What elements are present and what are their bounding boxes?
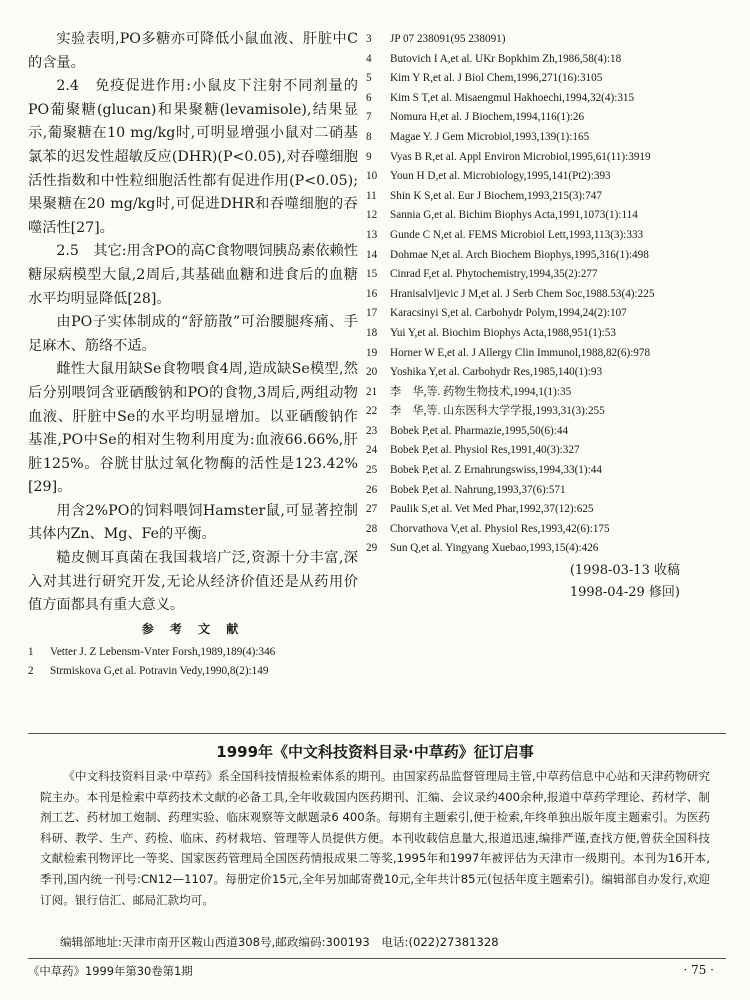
- reference-text: Butovich I A,et al. UKr Bopkhim Zh,1986,58(4):18: [390, 52, 622, 65]
- reference-text: Sun Q,et al. Yingyang Xuebao,1993,15(4):426: [390, 542, 599, 555]
- reference-number: 27: [366, 503, 378, 516]
- reference-item: [28, 643, 358, 663]
- reference-item: [366, 304, 726, 324]
- reference-number: 24: [366, 444, 378, 457]
- reference-item: [366, 50, 726, 70]
- reference-text: Vetter J. Z Lebensm-Vnter Forsh,1989,189(4):346: [50, 645, 276, 658]
- reference-number: 13: [366, 228, 378, 241]
- reference-number: 21: [366, 385, 378, 398]
- reference-number: 20: [366, 366, 378, 379]
- reference-item: [366, 363, 726, 383]
- reference-number: 3: [366, 33, 372, 45]
- reference-number: 22: [366, 405, 378, 418]
- reference-number: 6: [366, 91, 372, 104]
- reference-number: 7: [366, 111, 372, 124]
- reference-number: 16: [366, 287, 378, 300]
- reference-number: 10: [366, 170, 378, 183]
- reference-number: 15: [366, 268, 378, 281]
- reference-item: [366, 69, 726, 89]
- reference-number: 17: [366, 307, 378, 320]
- reference-item: [366, 461, 726, 481]
- page-number: · 75 ·: [683, 963, 714, 977]
- reference-item: [366, 226, 726, 246]
- reference-text: Hranisalvljevic J M,et al. J Serb Chem Soc,1988.53(4):225: [390, 287, 655, 300]
- reference-text: 李 华,等. 药物生物技术,1994,1(1):35: [390, 385, 572, 398]
- reference-item: [28, 662, 358, 682]
- reference-text: Sannia G,et al. Bichim Biophys Acta,1991,1073(1):114: [390, 209, 638, 222]
- reference-text: Bobek P,et al. Pharmazie,1995,50(6):44: [390, 424, 569, 437]
- reference-item: [366, 128, 726, 148]
- reference-number: 9: [366, 150, 372, 163]
- reference-number: 23: [366, 424, 378, 437]
- reference-text: Yoshika Y,et al. Carbohydr Res,1985,140(1):93: [390, 366, 603, 379]
- reference-text: Chorvathova V,et al. Physiol Res,1993,42(6):175: [390, 522, 610, 535]
- reference-number: 26: [366, 483, 378, 496]
- reference-text: Bobek P,et al. Z Ernahrungswiss,1994,33(1):44: [390, 464, 602, 477]
- reference-text: Shin K S,et al. Eur J Biochem,1993,215(3):747: [390, 189, 602, 202]
- reference-number: 19: [366, 346, 378, 359]
- reference-item: [366, 481, 726, 501]
- received-date: (1998-03-13 收稿: [569, 563, 680, 579]
- reference-number: 5: [366, 72, 372, 85]
- reference-item: [366, 89, 726, 109]
- body-paragraph: 2.5 其它:用含PO的高C食物喂饲胰岛素依赖性糖尿病模型大鼠,2周后,其基础血糖和进食后的血糖水平均明显降低[28]。: [28, 243, 358, 307]
- reference-text: Karacsinyi S,et al. Carbohydr Polym,1994,24(2):107: [390, 307, 627, 320]
- reference-item: [366, 324, 726, 344]
- reference-text: JP 07 238091(95 238091): [390, 33, 506, 45]
- reference-item: [366, 167, 726, 187]
- reference-text: Bobek P,et al. Nahrung,1993,37(6):571: [390, 483, 566, 496]
- reference-item: [366, 422, 726, 442]
- reference-item: [366, 206, 726, 226]
- reference-number: 1: [28, 645, 34, 658]
- reference-number: 28: [366, 522, 378, 535]
- reference-number: 11: [366, 189, 377, 202]
- reference-text: Strmiskova G,et al. Potravin Vedy,1990,8(2):149: [50, 665, 269, 678]
- reference-item: [366, 441, 726, 461]
- journal-footer: 《中草药》1999年第30卷第1期: [28, 964, 193, 978]
- reference-number: 18: [366, 326, 378, 339]
- reference-number: 12: [366, 209, 378, 222]
- reference-text: Gunde C N,et al. FEMS Microbiol Lett,1993,113(3):333: [390, 228, 644, 241]
- body-paragraph: 实验表明,PO多糖亦可降低小鼠血液、肝脏中C的含量。: [28, 31, 358, 71]
- reference-text: Yui Y,et al. Biochim Biophys Acta,1988,951(1):53: [390, 326, 616, 339]
- reference-text: Vyas B R,et al. Appl Environ Microbiol,1995,61(11):3919: [390, 150, 651, 163]
- reference-item: [366, 30, 726, 50]
- body-paragraph: 由PO子实体制成的“舒筋散”可治腰腿疼痛、手足麻木、筋络不适。: [28, 314, 358, 354]
- reference-item: [366, 246, 726, 266]
- revised-date: 1998-04-29 修回): [569, 585, 680, 601]
- reference-item: [366, 285, 726, 305]
- reference-text: Magae Y. J Gem Microbiol,1993,139(1):165: [390, 130, 590, 143]
- notice-title: 1999年《中文科技资料目录·中草药》征订启事: [216, 743, 534, 761]
- body-paragraph: 用含2%PO的饲料喂饲Hamster鼠,可显著控制其体内Zn、Mg、Fe的平衡。: [28, 502, 358, 543]
- reference-number: 25: [366, 464, 378, 477]
- reference-item: [366, 344, 726, 364]
- reference-text: Dohmae N,et al. Arch Biochem Biophys,1995,316(1):498: [390, 248, 649, 261]
- reference-text: Kim Y R,et al. J Biol Chem,1996,271(16):3105: [390, 72, 603, 85]
- reference-number: 8: [366, 130, 372, 143]
- reference-text: Kim S T,et al. Misaengmul Hakhoechi,1994,32(4):315: [390, 91, 635, 104]
- reference-number: 4: [366, 52, 372, 65]
- notice-body: 《中文科技资料目录·中草药》系全国科技情报检索体系的期刊。由国家药品监督管理局主管,中草药信息中心站和天津药物研究院主办。本刊是检索中草药技术文献的必备工具,全年收载国内医药期刊、汇编、会议录约400余种,报道中草药学理论、药材学、制剂工艺、药材加工炮制、药理实验、临床观察等文献题录6 400条。每期有主题索引,便于检索,年终单独出版年度主题索引。为医药科研、教学、生产、药检、临床、药材栽培、管理等人员提供方便。本刊收载信息量大,报道迅速,编排严谨,查找方便,曾获全国科技文献检索刊物评比一等奖、国家医药管理局全国医药情报成果二等奖,1995年和1997年被评估为天津市一级期刊。本刊为16开本,季刊,国内统一刊号:CN12—1107。每册定价15元,全年另加邮寄费10元,全年共计85元(包括年度主题索引)。编辑部自办发行,欢迎订阅。银行信汇、邮局汇款均可。: [40, 769, 710, 907]
- section-divider: [28, 733, 726, 734]
- reference-text: Nomura H,et al. J Biochem,1994,116(1):26: [390, 111, 585, 124]
- body-paragraph: 糙皮侧耳真菌在我国栽培广泛,资源十分丰富,深入对其进行研究开发,无论从经济价值还是从药用价值方面都具有重大意义。: [28, 550, 358, 614]
- references-heading: 参 考 文 献: [141, 621, 245, 636]
- reference-item: [366, 539, 726, 559]
- right-column: [366, 30, 726, 603]
- reference-item: [366, 500, 726, 520]
- left-column: [28, 28, 358, 682]
- reference-text: 李 华,等. 山东医科大学学报,1993,31(3):255: [390, 405, 605, 418]
- reference-text: Youn H D,et al. Microbiology,1995,141(Pt2):393: [390, 170, 611, 183]
- reference-text: Cinrad F,et al. Phytochemistry,1994,35(2):277: [390, 268, 598, 281]
- reference-number: 2: [28, 665, 34, 678]
- footer-rule: [28, 958, 726, 959]
- reference-item: [366, 520, 726, 540]
- reference-text: Paulik S,et al. Vet Med Phar,1992,37(12):625: [390, 503, 594, 516]
- reference-text: Horner W E,et al. J Allergy Clin Immunol,1988,82(6):978: [390, 346, 651, 359]
- reference-item: [366, 402, 726, 422]
- reference-item: [366, 187, 726, 207]
- reference-item: [366, 383, 726, 403]
- reference-item: [366, 148, 726, 168]
- editorial-address: 编辑部地址:天津市南开区鞍山西道308号,邮政编码:300193 电话:(022)27381328: [60, 935, 499, 949]
- reference-item: [366, 108, 726, 128]
- body-paragraph: 2.4 免疫促进作用:小鼠皮下注射不同剂量的PO葡聚糖(glucan)和果聚糖(levamisole),结果显示,葡聚糖在10 mg/kg时,可明显增强小鼠对二硝基氯苯的迟发性超敏反应(DHR)(P<0.05),对吞噬细胞活性指数和中性粒细胞活性都有促进作用(P<0.05);果聚糖在20 mg/kg时,可促进DHR和吞噬细胞的吞噬活性[27]。: [28, 78, 358, 236]
- body-paragraph: 雌性大鼠用缺Se食物喂食4周,造成缺Se模型,然后分别喂饲含亚硒酸钠和PO的食物,3周后,两组动物血液、肝脏中Se的水平均明显增加。以亚硒酸钠作基准,PO中Se的相对生物利用度为:血液66.66%,肝脏125%。谷胱甘肽过氧化物酶的活性是123.42%[29]。: [28, 361, 358, 496]
- reference-text: Bobek P,et al. Physiol Res,1991,40(3):327: [390, 444, 580, 457]
- reference-number: 14: [366, 248, 378, 261]
- reference-item: [366, 265, 726, 285]
- reference-number: 29: [366, 542, 378, 555]
